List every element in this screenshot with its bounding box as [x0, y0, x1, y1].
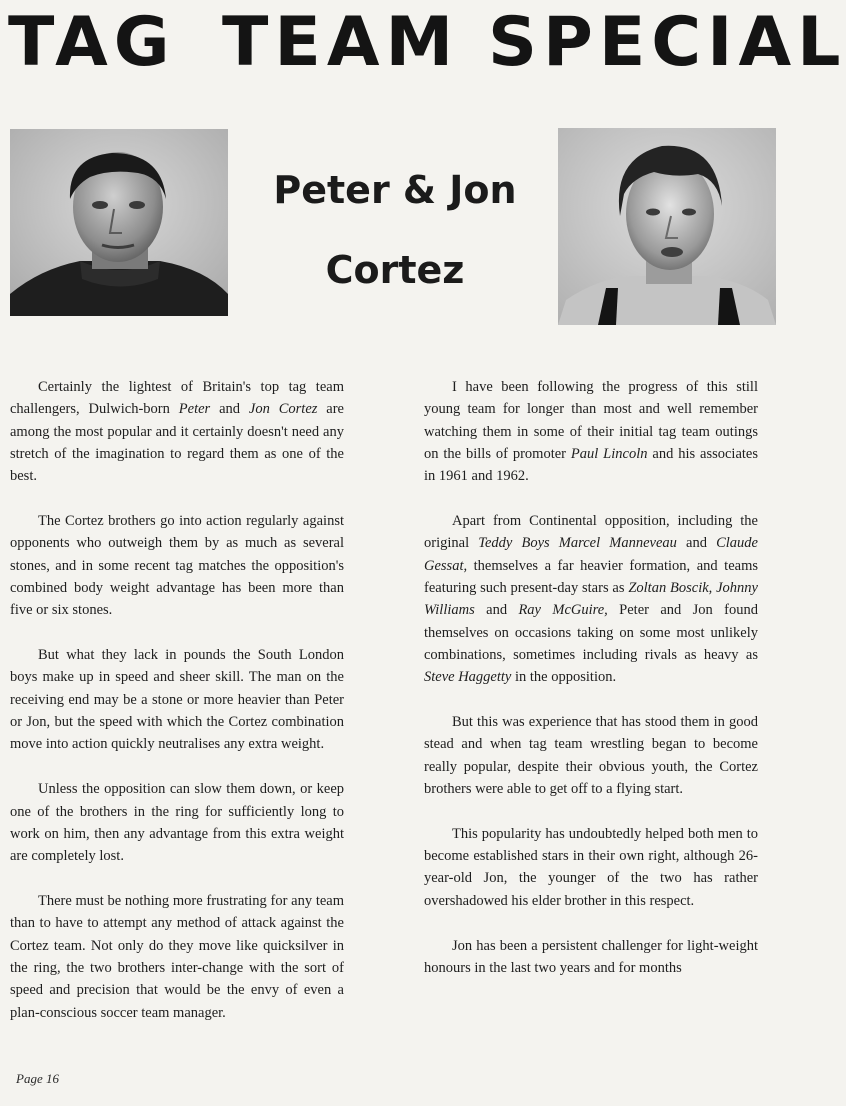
names-line-2: Cortez — [325, 248, 465, 292]
text-run: This popularity has undoubtedly helped both men to become established stars in their own right, although 26-year-old Jon, the younger of the two has rather overshadowed his elder brother in this respect. — [424, 825, 758, 909]
italic-name: Paul Lincoln — [570, 445, 648, 462]
article-paragraph — [424, 935, 758, 980]
photo-jon-cortez — [558, 128, 776, 325]
article-column-left — [10, 376, 344, 1046]
text-run: The Cortez brothers go into action regularly against opponents who outweigh them by as much as several stones, and in some recent tag matches the opposition's combined body weight advantage has been more than five or six stones. — [10, 513, 344, 619]
photo-peter-cortez — [10, 129, 228, 316]
article-paragraph — [10, 778, 344, 867]
article-paragraph — [424, 510, 758, 688]
article-paragraph — [10, 510, 344, 621]
article-paragraph — [424, 711, 758, 800]
page-number: Page 16 — [16, 1071, 59, 1086]
italic-name: Teddy Boys Marcel Manneveau — [478, 535, 677, 552]
text-run: and — [474, 602, 519, 619]
portrait-peter-image — [10, 129, 228, 316]
text-run: and — [210, 401, 249, 418]
text-run: themselves a far heavier formation, and teams featuring such present-day stars as — [424, 557, 758, 596]
italic-name: Peter — [178, 401, 211, 418]
portrait-jon-image — [558, 128, 776, 325]
article-paragraph — [10, 644, 344, 755]
text-run: in the opposition. — [511, 669, 617, 686]
article-paragraph — [424, 376, 758, 487]
text-run: There must be nothing more frustrating for any team than to have to attempt any method of attack against the Cortez team. Not only do they move like quicksilver in the ring, the two brothers inter-change with the sort of speed and precision that would be the envy of even a plan-conscious soccer team manager. — [10, 893, 344, 1021]
text-run: Certainly the lightest of Britain's top tag team challengers, Dulwich-born — [10, 379, 344, 418]
headline-word-special: SPECIAL — [488, 3, 846, 82]
italic-name: Claude Gessat, — [424, 535, 758, 574]
article-column-right — [424, 376, 758, 1002]
text-run: Peter and Jon found themselves on occasions taking on some most unlikely combinations, sometimes including rivals as heavy as — [424, 602, 759, 663]
names-line-1: Peter & Jon — [273, 168, 517, 212]
italic-name: Jon Cortez — [248, 401, 318, 418]
italic-name: Ray McGuire, — [518, 602, 608, 619]
text-run: and — [676, 535, 717, 552]
article-paragraph — [424, 823, 758, 912]
headline-word-team: TEAM — [222, 3, 460, 82]
text-run: are among the most popular and it certainly doesn't need any stretch of the imagination to regard them as one of the best. — [10, 401, 344, 485]
text-run: and his associates in 1961 and 1962. — [424, 445, 758, 485]
text-run: Jon has been a persistent challenger for light-weight honours in the last two years and for months — [424, 937, 758, 976]
wrestler-names-heading — [250, 150, 540, 310]
text-run: Apart from Continental opposition, including the original — [424, 513, 758, 552]
text-run: But what they lack in pounds the South London boys make up in speed and sheer skill. The man on the receiving end may be a stone or more heavier than Peter or Jon, but the speed with which the Cortez combination move into action quickly neutralises any extra weight. — [10, 647, 344, 753]
text-run: Unless the opposition can slow them down, or keep one of the brothers in the ring for sufficiently long to work on him, then any advantage from this extra weight are completely lost. — [10, 781, 344, 865]
italic-name: Zoltan Boscik, Johnny Williams — [424, 579, 758, 619]
article-paragraph — [10, 890, 344, 1024]
text-run: But this was experience that has stood them in good stead and when tag team wrestling began to become really popular, despite their obvious youth, the Cortez brothers were able to get off to a flying start. — [424, 714, 758, 797]
italic-name: Steve Haggetty — [424, 669, 512, 686]
text-run: I have been following the progress of this still young team for longer than most and well remember watching them in some of their initial tag team outings on the bills of promoter — [424, 379, 758, 462]
page-headline — [0, 0, 846, 90]
article-paragraph — [10, 376, 344, 487]
headline-word-tag: TAG — [8, 3, 176, 82]
